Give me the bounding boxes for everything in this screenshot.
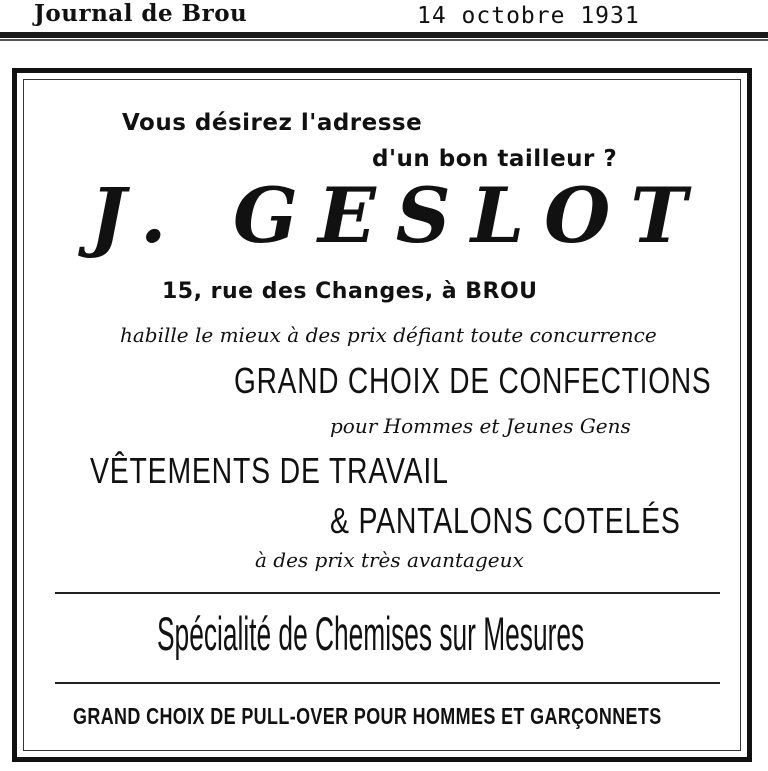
intro-line-1: Vous désirez l'adresse [122, 110, 423, 136]
intro-line-2: d'un bon tailleur ? [372, 146, 618, 172]
masthead-title: Journal de Brou [34, 0, 248, 27]
offer-confections-heading: GRAND CHOIX DE CONFECTIONS [234, 360, 712, 401]
offer-workwear-subtitle: à des prix très avantageux [255, 548, 524, 572]
footer-offer-pullover: GRAND CHOIX DE PULL-OVER POUR HOMMES ET GARÇONNETS [73, 703, 662, 729]
specialty-shirts: Spécialité de Chemises sur Mesures [157, 607, 585, 660]
issue-date: 14 octobre 1931 [417, 3, 640, 29]
header-rule [0, 32, 768, 38]
offer-workwear-heading: VÊTEMENTS DE TRAVAIL [90, 450, 449, 491]
section-divider-2 [55, 682, 720, 684]
merchant-name: J. GESLOT [90, 171, 707, 260]
merchant-address: 15, rue des Changes, à BROU [162, 279, 538, 304]
section-divider-1 [55, 592, 720, 594]
offer-trousers-heading: & PANTALONS COTELÉS [330, 500, 681, 541]
offer-confections-subtitle: pour Hommes et Jeunes Gens [330, 414, 631, 438]
slogan: habille le mieux à des prix défiant toute concurrence [120, 323, 657, 347]
newspaper-header [0, 0, 768, 40]
